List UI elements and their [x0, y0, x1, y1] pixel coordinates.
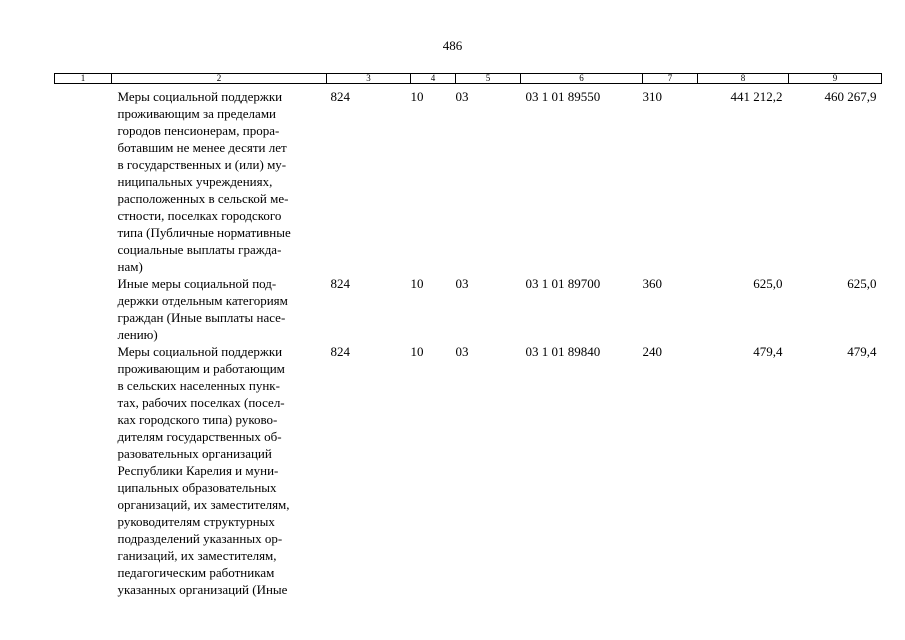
amount-year2-cell: 479,4	[847, 344, 877, 359]
expense-type-cell: 360	[642, 276, 662, 291]
description-text: Меры социальной поддержки проживающим и работающим в сельских населенных пунк- тах, рабочих поселках (посел- ках городского типа) руково- дителям государственных об- разовательных организаций Республики Карелия и муни- ципальных образовательных организаций, их заместителям, руководителям структурных подразделений указанных ор- ганизаций, их заместителям, педагогическим работникам указанных организаций (Иные	[117, 344, 290, 597]
expense-type-cell: 310	[642, 89, 662, 104]
row-index-cell	[55, 84, 112, 276]
amount-year1-cell: 625,0	[753, 276, 783, 291]
description-cell	[112, 275, 327, 343]
subsection-code-cell: 03	[455, 344, 469, 359]
amount-year2-cell: 460 267,9	[824, 89, 877, 104]
column-number-6: 6	[521, 74, 643, 84]
table-row	[55, 275, 882, 343]
column-number-8: 8	[698, 74, 789, 84]
section-code-cell: 10	[410, 344, 424, 359]
column-number-4: 4	[411, 74, 456, 84]
amount-year1-cell: 441 212,2	[730, 89, 783, 104]
column-number-9: 9	[789, 74, 882, 84]
ministry-code-cell: 824	[330, 89, 350, 104]
target-article-cell: 03 1 01 89550	[525, 89, 601, 104]
column-number-2: 2	[112, 74, 327, 84]
ministry-code-cell: 824	[330, 344, 350, 359]
description-text: Иные меры социальной под- держки отдельным категориям граждан (Иные выплаты насе- лению)	[117, 276, 288, 342]
column-number-5: 5	[456, 74, 521, 84]
subsection-code-cell: 03	[455, 89, 469, 104]
amount-year2-cell: 625,0	[847, 276, 877, 291]
target-article-cell: 03 1 01 89840	[525, 344, 601, 359]
table-row	[55, 84, 882, 276]
description-text: Меры социальной поддержки проживающим за пределами городов пенсионерам, прора- ботавшим не менее десяти лет в государственных и (или) му- ниципальных учреждениях, расположенных в сельской ме- стности, поселках городского типа (Публичные нормативные социальные выплаты гражда- нам)	[117, 89, 291, 274]
column-number-1: 1	[55, 74, 112, 84]
column-number-header-row	[55, 74, 882, 84]
subsection-code-cell: 03	[455, 276, 469, 291]
expense-type-cell: 240	[642, 344, 662, 359]
description-cell	[112, 84, 327, 276]
column-number-3: 3	[327, 74, 411, 84]
page-number: 486	[442, 38, 463, 53]
section-code-cell: 10	[410, 89, 424, 104]
row-index-cell	[55, 275, 112, 343]
amount-year1-cell: 479,4	[753, 344, 783, 359]
table-row	[55, 343, 882, 598]
ministry-code-cell: 824	[330, 276, 350, 291]
column-number-7: 7	[643, 74, 698, 84]
target-article-cell: 03 1 01 89700	[525, 276, 601, 291]
description-cell	[112, 343, 327, 598]
budget-table	[54, 73, 882, 598]
row-index-cell	[55, 343, 112, 598]
section-code-cell: 10	[410, 276, 424, 291]
